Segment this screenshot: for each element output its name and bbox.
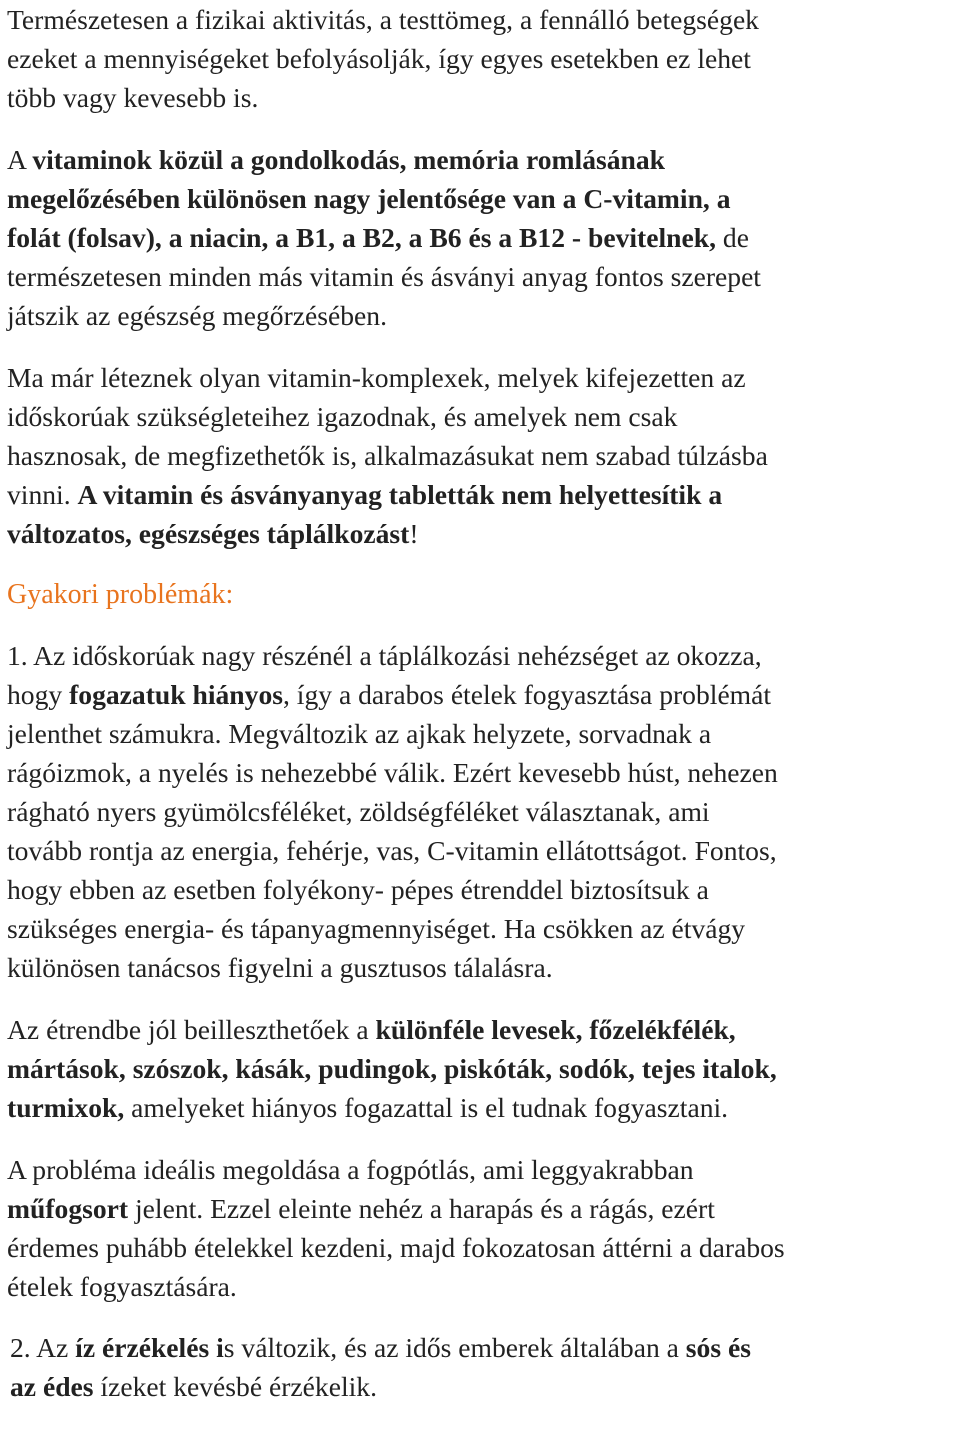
text-line [7,514,960,553]
paragraph-taste [7,1328,960,1406]
text-line [7,179,960,218]
text-line [7,1010,960,1049]
section-heading: Gyakori problémák: [7,579,234,610]
text-line: jelenthet számukra. Megváltozik az ajkak helyzete, sorvadnak a [7,718,712,749]
text-run: jelent. Ezzel eleinte nehéz a harapás és a rágás, ezért [128,1193,715,1224]
bold-text: A vitamin és ásványanyag tabletták nem helyettesítik a [77,479,723,510]
text-line: ezeket a mennyiségeket befolyásolják, így egyes esetekben ez lehet [7,43,751,74]
text-line [10,1367,960,1406]
bold-text: változatos, egészséges táplálkozást [7,518,410,549]
text-run: ízeket kevésbé érzékelik. [93,1371,377,1402]
text-line [7,140,960,179]
bold-text: sós és [685,1332,751,1363]
text-line [7,1049,960,1088]
text-run: de [716,222,749,253]
text-run: 2. Az [10,1332,76,1363]
text-line: játszik az egészség megőrzésében. [7,300,387,331]
bold-text: az édes [10,1371,94,1402]
text-line: ételek fogyasztására. [7,1271,237,1302]
text-line: természetesen minden más vitamin és ásványi anyag fontos szerepet [7,261,761,292]
text-line: A probléma ideális megoldása a fogpótlás, ami leggyakrabban [7,1154,694,1185]
paragraph-vitamin-complex [7,358,960,553]
text-line: hogy ebben az esetben folyékony- pépes étrenddel biztosítsuk a [7,874,709,905]
bold-text: különféle levesek, főzelékfélék, [375,1014,736,1045]
text-line: időskorúak szükségleteihez igazodnak, és amelyek nem csak [7,401,678,432]
text-line: több vagy kevesebb is. [7,82,259,113]
text-line: Természetesen a fizikai aktivitás, a testtömeg, a fennálló betegségek [7,4,759,35]
paragraph-diet [7,1010,960,1127]
text-run: , így a darabos ételek fogyasztása problémát [283,679,772,710]
bold-text: mártások, szószok, kásák, pudingok, piskóták, sodók, tejes italok, [7,1053,777,1084]
text-line: hasznosak, de megfizethetők is, alkalmazásukat nem szabad túlzásba [7,440,768,471]
text-run: amelyeket hiányos fogazattal is el tudnak fogyasztani. [124,1092,729,1123]
text-line [7,475,960,514]
bold-text: turmixok, [7,1092,125,1123]
text-run: vinni. [7,479,78,510]
text-line [10,1328,960,1367]
text-line: különösen tanácsos figyelni a gusztusos tálalásra. [7,952,553,983]
text-run: ! [409,518,419,549]
bold-text: megelőzésében különösen nagy jelentősége van a C-vitamin, a [7,183,731,214]
text-line [7,1088,960,1127]
text-line [7,218,960,257]
paragraph-intro [7,0,960,117]
bold-text: íz érzékelés i [75,1332,224,1363]
text-line: 1. Az időskorúak nagy részénél a táplálkozási nehézséget az okozza, [7,640,762,671]
paragraph-dentures [7,1150,960,1306]
text-line [7,1189,960,1228]
bold-text: műfogsort [7,1193,129,1224]
text-run: hogy [7,679,70,710]
text-line: Ma már léteznek olyan vitamin-komplexek, melyek kifejezetten az [7,362,746,393]
text-line: rágható nyers gyümölcsféléket, zöldségféléket választanak, ami [7,796,710,827]
text-line: tovább rontja az energia, fehérje, vas, C-vitamin ellátottságot. Fontos, [7,835,777,866]
paragraph-vitamins [7,140,960,335]
bold-text: folát (folsav), a niacin, a B1, a B2, a B6 és a B12 - bevitelnek, [7,222,717,253]
text-line: rágóizmok, a nyelés is nehezebbé válik. Ezért kevesebb húst, nehezen [7,757,778,788]
text-line [7,675,960,714]
text-run: Az étrendbe jól beilleszthetőek a [7,1014,376,1045]
paragraph-problem-teeth [7,636,960,987]
bold-text: vitaminok közül a gondolkodás, memória romlásának [32,144,666,175]
bold-text: fogazatuk hiányos [69,679,283,710]
text-run: A [7,144,33,175]
text-line: szükséges energia- és tápanyagmennyiséget. Ha csökken az étvágy [7,913,746,944]
text-run: s változik, és az idős emberek általában a [223,1332,686,1363]
text-line: érdemes puhább ételekkel kezdeni, majd fokozatosan áttérni a darabos [7,1232,785,1263]
